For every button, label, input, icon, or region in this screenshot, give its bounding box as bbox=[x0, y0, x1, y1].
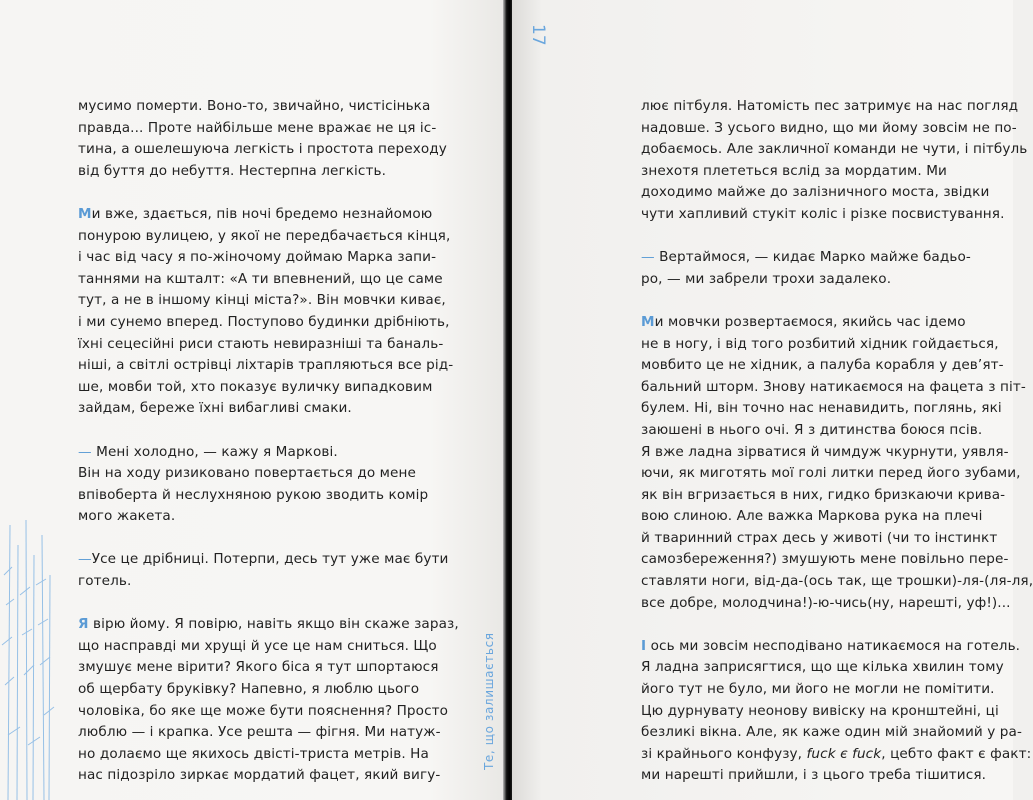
line-text: лює пітбуля. Натомість пес затримує на нас погляд bbox=[641, 98, 1019, 114]
text-line bbox=[641, 442, 1009, 464]
text-line bbox=[641, 506, 983, 528]
text-line bbox=[641, 334, 999, 356]
line-text: знехотя плететься вслід за мордатим. Ми bbox=[641, 162, 947, 179]
text-line bbox=[641, 765, 987, 787]
paragraph bbox=[78, 96, 447, 182]
line-text: тина, а ошелешуюча легкість і простота переходу bbox=[78, 141, 447, 158]
line-text: люблю — і крапка. Усе решта — фігня. Ми натуж- bbox=[78, 724, 441, 741]
paragraph bbox=[78, 204, 454, 420]
line-text: як він вгризається в них, гидко бризкаючи крива- bbox=[641, 486, 1006, 503]
text-line bbox=[641, 679, 995, 701]
text-line bbox=[78, 571, 394, 593]
right-text-column bbox=[641, 96, 1033, 787]
text-line bbox=[78, 744, 429, 766]
line-text: бальний шторм. Знову натикаємося на фацета з піт- bbox=[641, 378, 1026, 395]
paragraph-gap bbox=[78, 528, 394, 550]
running-head: Те, що залишається bbox=[482, 632, 496, 770]
text-line bbox=[78, 765, 441, 787]
line-text: самозбереження?) змушують мене повільно пере- bbox=[641, 551, 1009, 568]
text-line bbox=[641, 701, 999, 723]
line-text: и мовчки розвертаємося, якийсь час ідемо bbox=[654, 313, 966, 330]
line-text: не в ногу, і від того розбитий хідник гойдається, bbox=[641, 335, 999, 352]
text-line bbox=[78, 269, 443, 291]
line-text: добаємось. Але закличної команди не чути, і пітбуль bbox=[641, 141, 1028, 158]
text-line bbox=[641, 398, 1002, 420]
line-text: вою слиною. Але важка Маркова рука на плечі bbox=[641, 508, 983, 525]
text-line bbox=[641, 139, 1028, 161]
text-line bbox=[641, 420, 983, 442]
line-text: готель. bbox=[78, 573, 132, 590]
left-page bbox=[0, 0, 505, 800]
text-line bbox=[641, 204, 1005, 226]
line-text: ро, — ми забрели трохи задалеко. bbox=[641, 270, 892, 287]
paragraph-gap bbox=[641, 226, 958, 248]
line-text: їхні сецесійні риси стають невиразніші та баналь- bbox=[78, 335, 444, 352]
text-line bbox=[78, 290, 446, 312]
text-line bbox=[641, 657, 1004, 679]
drop-cap: Я bbox=[78, 616, 89, 633]
text-line bbox=[641, 463, 1021, 485]
text-line bbox=[78, 226, 451, 248]
text-line bbox=[641, 312, 966, 334]
text-line bbox=[78, 377, 433, 399]
paragraph bbox=[641, 247, 971, 290]
text-line bbox=[78, 442, 394, 464]
text-line bbox=[78, 485, 429, 507]
line-text: Мені холодно, — кажу я Маркові. bbox=[91, 443, 338, 460]
text-line bbox=[78, 312, 450, 334]
text-line bbox=[641, 571, 1033, 593]
text-line bbox=[78, 247, 437, 269]
text-line bbox=[641, 269, 958, 291]
line-text: Усе це дрібниці. Потерпи, десь тут уже має бути bbox=[91, 551, 449, 568]
line-text: зі крайнього конфузу, fuck є fuck, цебто факт є факт: bbox=[641, 745, 1032, 762]
text-line bbox=[641, 722, 1022, 744]
paragraph-gap bbox=[641, 290, 958, 312]
forest-illustration-icon bbox=[0, 515, 60, 800]
line-text: й тваринний страх десь у животі (чи то інстинкт bbox=[641, 529, 998, 546]
text-line bbox=[78, 355, 454, 377]
paragraph-gap bbox=[78, 420, 394, 442]
paragraph bbox=[641, 312, 1033, 614]
line-text: зайдам, береже їхні вибагливі смаки. bbox=[78, 400, 352, 417]
paragraph-gap bbox=[78, 593, 394, 615]
line-text: правда... Проте найбільше мене вражає не ця іс- bbox=[78, 119, 437, 136]
line-text: и вже, здається, пів ночі бредемо незнайомою bbox=[91, 205, 433, 222]
line-text: безликі вікна. Але, як каже один мій знайомий у ра- bbox=[641, 724, 1022, 741]
left-text-column bbox=[78, 96, 459, 787]
line-text: ставляти ноги, від-да-(ось так, ще трошки)-ля-(ля-ля, bbox=[641, 573, 1033, 590]
text-line bbox=[641, 247, 971, 269]
line-text: вірю йому. Я повірю, навіть якщо він скаже зараз, bbox=[88, 616, 459, 633]
drop-cap: І bbox=[641, 637, 647, 654]
line-text: від буття до небуття. Нестерпна легкість. bbox=[78, 162, 387, 179]
text-line bbox=[78, 96, 431, 118]
line-text: Він на ходу ризиковано повертається до мене bbox=[78, 465, 416, 482]
line-text: чоловіка, бо яке ще може бути пояснення? Просто bbox=[78, 702, 449, 719]
text-line bbox=[641, 636, 1021, 658]
line-text: но долаємо ще якихось двісті-триста метрів. На bbox=[78, 745, 429, 762]
line-text: мого жакета. bbox=[78, 508, 176, 525]
drop-cap: М bbox=[641, 313, 655, 330]
line-text: і ми сунемо вперед. Поступово будинки дрібніють, bbox=[78, 313, 450, 330]
page-number: 17 bbox=[528, 24, 548, 46]
text-line bbox=[78, 118, 437, 140]
line-text: Я ладна заприсягтися, що ще кілька хвилин тому bbox=[641, 659, 1004, 676]
text-line bbox=[641, 528, 998, 550]
text-line bbox=[641, 182, 990, 204]
line-text: мовбито це не хідник, а палуба корабля у дев’ят- bbox=[641, 357, 1004, 374]
dialogue-dash: — bbox=[641, 249, 655, 266]
line-text: що насправді ми хрущі й усе це нам сниться. Що bbox=[78, 637, 437, 654]
paragraph bbox=[78, 442, 429, 528]
line-text: ми нарешті прийшли, і з цього треба тішитися. bbox=[641, 767, 987, 784]
line-text: його тут не було, ми його не могли не помітити. bbox=[641, 681, 995, 698]
right-page bbox=[512, 0, 1033, 800]
dialogue-dash: — bbox=[78, 443, 92, 460]
line-text: ючи, як миготять мої голі литки перед його зубами, bbox=[641, 465, 1021, 482]
line-text: булем. Ні, він точно нас ненавидить, поглянь, які bbox=[641, 400, 1002, 417]
line-text: об щербату бруківку? Напевно, я люблю цього bbox=[78, 681, 420, 698]
paragraph bbox=[641, 96, 1028, 226]
text-line bbox=[78, 657, 439, 679]
line-text: мусимо померти. Воно-то, звичайно, чистісінька bbox=[78, 98, 431, 114]
text-line bbox=[641, 593, 1011, 615]
line-text: доходимо майже до залізничного моста, звідки bbox=[641, 184, 990, 201]
line-text: все добре, молодчина!)-ю-чись(ну, нарешті, уф!)... bbox=[641, 594, 1011, 611]
line-text: понурою вулицею, у якої не передбачається кінця, bbox=[78, 227, 451, 244]
text-line bbox=[78, 398, 394, 420]
text-line bbox=[641, 377, 1026, 399]
paragraph bbox=[78, 614, 459, 787]
drop-cap: М bbox=[78, 205, 92, 222]
text-line bbox=[641, 744, 1032, 766]
text-line bbox=[78, 636, 437, 658]
line-text: чути хапливий стукіт коліс і різке посвистування. bbox=[641, 205, 1005, 222]
line-text: Вертаймося, — кидає Марко майже бадьо- bbox=[654, 249, 971, 266]
line-text: надовше. З усього видно, що ми йому зовсім не по- bbox=[641, 119, 1017, 136]
text-line bbox=[78, 549, 449, 571]
text-line bbox=[641, 549, 1009, 571]
line-text: впівоберта й неслухняною рукою зводить комір bbox=[78, 486, 429, 503]
line-text: Я вже ладна зірватися й чимдуж чкурнути, уявля- bbox=[641, 443, 1009, 460]
text-line bbox=[641, 485, 1006, 507]
paragraph bbox=[641, 636, 1032, 787]
text-line bbox=[78, 334, 444, 356]
text-line bbox=[78, 614, 459, 636]
line-text: і час від часу я по-жіночому доймаю Марка запи- bbox=[78, 249, 437, 266]
paragraph bbox=[78, 549, 449, 592]
text-line bbox=[78, 701, 449, 723]
text-line bbox=[78, 679, 420, 701]
line-text: ше, мовби той, хто показує вуличку випадковим bbox=[78, 378, 433, 395]
line-text: нас підозріло зиркає мордатий фацет, який вигу- bbox=[78, 767, 441, 784]
text-line bbox=[78, 463, 416, 485]
text-line bbox=[78, 161, 394, 183]
line-text: ось ми зовсім несподівано натикаємося на готель. bbox=[646, 637, 1021, 654]
text-line bbox=[78, 506, 394, 528]
line-text: тут, а не в іншому кінці міста?». Він мовчки киває, bbox=[78, 292, 446, 309]
line-text: таннями на кшталт: «А ти впевнений, що це саме bbox=[78, 270, 443, 287]
line-text: заюшені в нього очі. Я з дитинства боюся псів. bbox=[641, 421, 983, 438]
line-text: ніші, а світлі острівці ліхтарів трапляються все рід- bbox=[78, 357, 454, 374]
text-line bbox=[641, 355, 1004, 377]
text-line bbox=[78, 722, 441, 744]
text-line bbox=[78, 204, 433, 226]
line-text: Цю дурнувату неонову вивіску на кронштейні, ці bbox=[641, 702, 999, 719]
text-line bbox=[78, 139, 447, 161]
line-text: змушує мене вірити? Якого біса я тут шпортаюся bbox=[78, 659, 439, 676]
text-line bbox=[641, 96, 1019, 118]
text-line bbox=[641, 161, 958, 183]
dialogue-dash: — bbox=[78, 551, 92, 568]
paragraph-gap bbox=[78, 182, 394, 204]
text-line bbox=[641, 118, 1017, 140]
paragraph-gap bbox=[641, 614, 958, 636]
